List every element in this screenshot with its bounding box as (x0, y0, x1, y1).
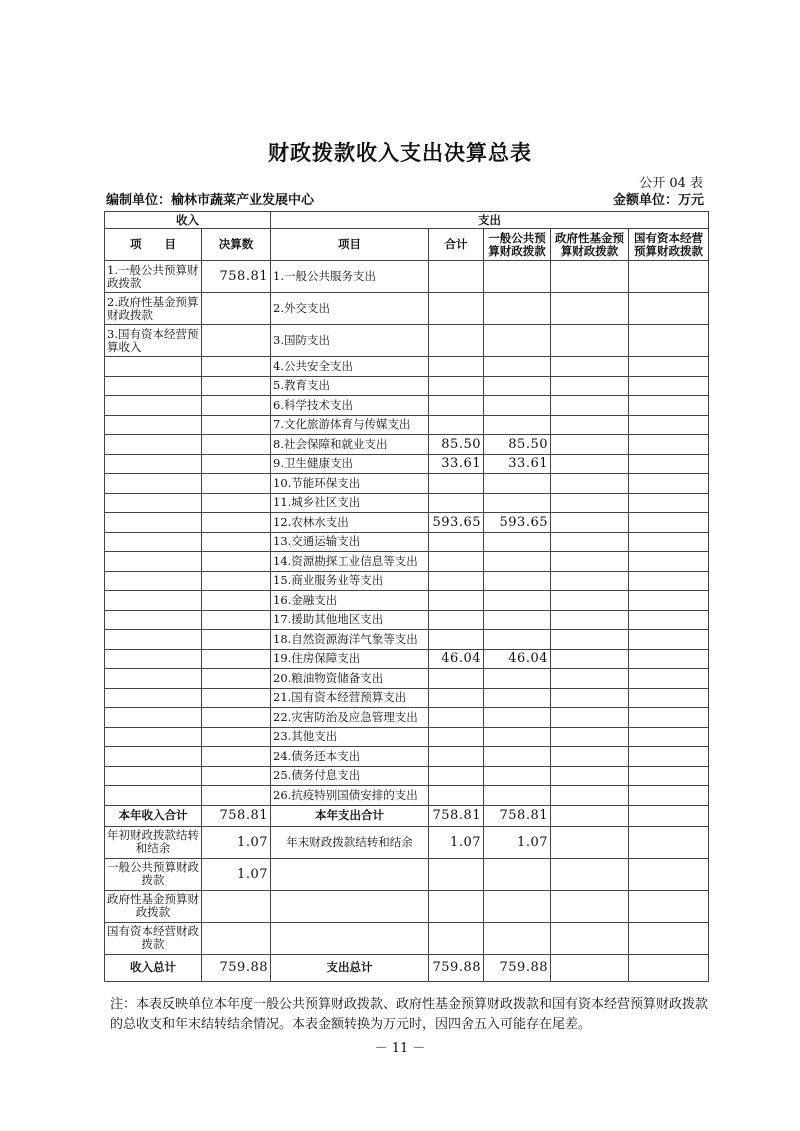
amount-unit: 金额单位：万元 (612, 193, 704, 208)
expense-general-cell (484, 396, 551, 416)
income-amount-cell (202, 376, 271, 396)
end-balance-total: 1.07 (429, 826, 484, 858)
expense-total-cell (429, 786, 484, 806)
income-item-cell (105, 396, 202, 416)
expense-total-cell (429, 357, 484, 377)
expense-total-cell (429, 376, 484, 396)
expense-state-cell (629, 649, 709, 669)
expense-fund-cell (551, 474, 629, 494)
expense-general-cell (484, 630, 551, 650)
income-total-value: 759.88 (202, 954, 271, 981)
expense-total-cell (429, 474, 484, 494)
empty-cell (551, 805, 629, 826)
expense-item-cell: 25.债务付息支出 (271, 766, 429, 786)
table-row (105, 261, 709, 293)
table-row (105, 649, 709, 669)
table-row (105, 669, 709, 689)
form-number: 公开 04 表 (639, 176, 703, 191)
income-amount-cell (202, 786, 271, 806)
expense-state-cell (629, 261, 709, 293)
empty-cell (551, 922, 629, 954)
table-row (105, 454, 709, 474)
expense-fund-cell (551, 435, 629, 455)
expense-state-cell (629, 532, 709, 552)
expense-item-cell: 10.节能环保支出 (271, 474, 429, 494)
table-row (105, 325, 709, 357)
income-item-cell (105, 357, 202, 377)
expense-item-cell: 4.公共安全支出 (271, 357, 429, 377)
header-income: 收入 (105, 212, 271, 229)
footnote: 注：本表反映单位本年度一般公共预算财政拨款、政府性基金预算财政拨款和国有资本经营预算财政拨款的总收支和年末结转结余情况。本表金额转换为万元时，因四舍五入可能存在尾差。 (110, 997, 709, 1032)
header-income-amount: 决算数 (202, 229, 271, 261)
expense-item-cell: 6.科学技术支出 (271, 396, 429, 416)
income-amount-cell (202, 571, 271, 591)
expense-state-cell (629, 766, 709, 786)
expense-item-cell: 3.国防支出 (271, 325, 429, 357)
expense-total-cell (429, 396, 484, 416)
expense-fund-cell (551, 513, 629, 533)
expense-general-cell (484, 357, 551, 377)
expense-item-cell: 14.资源勘探工业信息等支出 (271, 552, 429, 572)
income-amount-cell (202, 669, 271, 689)
empty-cell (484, 858, 551, 890)
income-item-cell (105, 571, 202, 591)
expense-fund-cell (551, 610, 629, 630)
income-amount-cell (202, 435, 271, 455)
expense-total-cell (429, 261, 484, 293)
income-item-cell (105, 435, 202, 455)
expense-general-cell (484, 552, 551, 572)
table-row (105, 357, 709, 377)
income-amount-cell (202, 610, 271, 630)
expense-general-cell: 593.65 (484, 513, 551, 533)
expense-state-cell (629, 669, 709, 689)
empty-cell (271, 858, 429, 890)
header-income-item: 项 目 (105, 229, 202, 261)
expense-fund-cell (551, 786, 629, 806)
empty-cell (629, 922, 709, 954)
expense-total-cell (429, 610, 484, 630)
expense-fund-cell (551, 571, 629, 591)
expense-fund-cell (551, 415, 629, 435)
empty-cell (551, 826, 629, 858)
empty-cell (551, 890, 629, 922)
empty-cell (271, 890, 429, 922)
income-item-cell (105, 708, 202, 728)
expense-fund-cell (551, 261, 629, 293)
sub-state-label: 国有资本经营财政拨款 (105, 922, 202, 954)
expense-state-cell (629, 747, 709, 767)
expense-state-cell (629, 493, 709, 513)
expense-total-total: 759.88 (429, 954, 484, 981)
income-amount-cell (202, 591, 271, 611)
income-item-cell: 1.一般公共预算财政拨款 (105, 261, 202, 293)
expense-general-cell (484, 669, 551, 689)
expense-fund-cell (551, 325, 629, 357)
expense-total-cell (429, 747, 484, 767)
expense-item-cell: 9.卫生健康支出 (271, 454, 429, 474)
table-row (105, 747, 709, 767)
expense-state-cell (629, 454, 709, 474)
expense-general-cell (484, 415, 551, 435)
expense-general-cell: 46.04 (484, 649, 551, 669)
expense-general-cell (484, 493, 551, 513)
income-amount-cell (202, 325, 271, 357)
empty-cell (629, 805, 709, 826)
expense-item-cell: 1.一般公共服务支出 (271, 261, 429, 293)
expense-general-cell (484, 293, 551, 325)
expense-fund-cell (551, 766, 629, 786)
expense-total-cell (429, 669, 484, 689)
income-item-cell (105, 630, 202, 650)
table-row (105, 688, 709, 708)
expense-state-cell (629, 571, 709, 591)
expense-item-cell: 11.城乡社区支出 (271, 493, 429, 513)
empty-cell (629, 826, 709, 858)
expense-fund-cell (551, 552, 629, 572)
expense-year-total: 758.81 (429, 805, 484, 826)
expense-item-cell: 13.交通运输支出 (271, 532, 429, 552)
expense-item-cell: 17.援助其他地区支出 (271, 610, 429, 630)
begin-balance-value: 1.07 (202, 826, 271, 858)
expense-general-cell (484, 747, 551, 767)
expense-total-label: 支出总计 (271, 954, 429, 981)
expense-fund-cell (551, 708, 629, 728)
expense-total-cell (429, 708, 484, 728)
expense-total-cell (429, 552, 484, 572)
expense-state-cell (629, 293, 709, 325)
expense-general-cell (484, 610, 551, 630)
income-year-value: 758.81 (202, 805, 271, 826)
income-item-cell (105, 493, 202, 513)
expense-total-cell (429, 766, 484, 786)
income-item-cell (105, 591, 202, 611)
expense-total-cell: 46.04 (429, 649, 484, 669)
empty-cell (484, 890, 551, 922)
table-row (105, 532, 709, 552)
expense-state-cell (629, 376, 709, 396)
expense-state-cell (629, 630, 709, 650)
income-amount-cell (202, 688, 271, 708)
table-row (105, 396, 709, 416)
expense-fund-cell (551, 727, 629, 747)
header-general: 一般公共预算财政拨款 (484, 229, 551, 261)
expense-fund-cell (551, 357, 629, 377)
expense-fund-cell (551, 669, 629, 689)
expense-item-cell: 20.粮油物资储备支出 (271, 669, 429, 689)
table-row (105, 727, 709, 747)
expense-total-cell (429, 591, 484, 611)
income-item-cell (105, 747, 202, 767)
table-row (105, 766, 709, 786)
table-row (105, 493, 709, 513)
expense-general-cell (484, 532, 551, 552)
expense-state-cell (629, 688, 709, 708)
summary-row-sub-general (105, 858, 709, 890)
summary-row-sub-fund (105, 890, 709, 922)
table-row (105, 376, 709, 396)
expense-item-cell: 19.住房保障支出 (271, 649, 429, 669)
expense-item-cell: 8.社会保障和就业支出 (271, 435, 429, 455)
income-item-cell: 3.国有资本经营预算收入 (105, 325, 202, 357)
empty-cell (429, 890, 484, 922)
income-item-cell (105, 669, 202, 689)
expense-fund-cell (551, 591, 629, 611)
compiling-unit: 编制单位：榆林市蔬菜产业发展中心 (106, 193, 315, 208)
expense-general-cell (484, 474, 551, 494)
expense-state-cell (629, 474, 709, 494)
expense-state-cell (629, 415, 709, 435)
header-total: 合计 (429, 229, 484, 261)
expense-item-cell: 16.金融支出 (271, 591, 429, 611)
header-expense: 支出 (271, 212, 709, 229)
income-amount-cell (202, 727, 271, 747)
sub-state-value (202, 922, 271, 954)
table-row (105, 591, 709, 611)
income-item-cell: 2.政府性基金预算财政拨款 (105, 293, 202, 325)
expense-fund-cell (551, 396, 629, 416)
expense-general-cell: 85.50 (484, 435, 551, 455)
header-expense-item: 项目 (271, 229, 429, 261)
income-amount-cell (202, 357, 271, 377)
table-row (105, 293, 709, 325)
expense-item-cell: 15.商业服务业等支出 (271, 571, 429, 591)
header-state: 国有资本经营预算财政拨款 (629, 229, 709, 261)
expense-total-cell (429, 293, 484, 325)
expense-item-cell: 18.自然资源海洋气象等支出 (271, 630, 429, 650)
empty-cell (551, 954, 629, 981)
expense-fund-cell (551, 493, 629, 513)
table-row (105, 435, 709, 455)
income-item-cell (105, 376, 202, 396)
expense-total-cell (429, 571, 484, 591)
expense-year-general: 758.81 (484, 805, 551, 826)
expense-general-cell (484, 766, 551, 786)
table-row (105, 513, 709, 533)
expense-item-cell: 23.其他支出 (271, 727, 429, 747)
expense-total-cell (429, 532, 484, 552)
income-item-cell (105, 415, 202, 435)
expense-year-label: 本年支出合计 (271, 805, 429, 826)
income-amount-cell (202, 630, 271, 650)
expense-general-cell (484, 708, 551, 728)
expense-fund-cell (551, 293, 629, 325)
expense-state-cell (629, 786, 709, 806)
income-amount-cell (202, 454, 271, 474)
expense-item-cell: 12.农林水支出 (271, 513, 429, 533)
expense-state-cell (629, 513, 709, 533)
expense-general-cell (484, 591, 551, 611)
expense-fund-cell (551, 688, 629, 708)
income-amount-cell (202, 396, 271, 416)
expense-item-cell: 2.外交支出 (271, 293, 429, 325)
income-item-cell (105, 727, 202, 747)
expense-general-cell: 33.61 (484, 454, 551, 474)
expense-total-cell (429, 493, 484, 513)
income-item-cell (105, 454, 202, 474)
empty-cell (271, 922, 429, 954)
expense-total-cell: 33.61 (429, 454, 484, 474)
income-amount-cell (202, 649, 271, 669)
expense-general-cell (484, 688, 551, 708)
budget-table (104, 211, 709, 982)
expense-item-cell: 21.国有资本经营预算支出 (271, 688, 429, 708)
expense-total-cell: 85.50 (429, 435, 484, 455)
expense-state-cell (629, 591, 709, 611)
table-row (105, 474, 709, 494)
income-item-cell (105, 610, 202, 630)
expense-fund-cell (551, 532, 629, 552)
expense-state-cell (629, 552, 709, 572)
income-amount-cell (202, 293, 271, 325)
empty-cell (629, 954, 709, 981)
income-amount-cell (202, 493, 271, 513)
expense-total-cell (429, 630, 484, 650)
empty-cell (484, 922, 551, 954)
expense-total-general: 759.88 (484, 954, 551, 981)
page-number: － 11 － (374, 1041, 426, 1056)
income-item-cell (105, 513, 202, 533)
expense-total-cell (429, 415, 484, 435)
sub-fund-value (202, 890, 271, 922)
header-row-sub (105, 229, 709, 261)
expense-state-cell (629, 325, 709, 357)
expense-general-cell (484, 786, 551, 806)
expense-fund-cell (551, 630, 629, 650)
expense-general-cell (484, 261, 551, 293)
income-amount-cell (202, 513, 271, 533)
income-amount-cell (202, 532, 271, 552)
expense-item-cell: 22.灾害防治及应急管理支出 (271, 708, 429, 728)
header-row-top (105, 212, 709, 229)
income-amount-cell (202, 415, 271, 435)
summary-row-year (105, 805, 709, 826)
expense-state-cell (629, 708, 709, 728)
expense-state-cell (629, 396, 709, 416)
sub-general-value: 1.07 (202, 858, 271, 890)
income-amount-cell (202, 708, 271, 728)
expense-general-cell (484, 376, 551, 396)
expense-general-cell (484, 325, 551, 357)
table-row (105, 610, 709, 630)
begin-balance-label: 年初财政拨款结转和结余 (105, 826, 202, 858)
sub-general-label: 一般公共预算财政拨款 (105, 858, 202, 890)
expense-general-cell (484, 727, 551, 747)
table-row (105, 571, 709, 591)
empty-cell (551, 858, 629, 890)
table-row (105, 552, 709, 572)
expense-total-cell (429, 688, 484, 708)
expense-state-cell (629, 610, 709, 630)
income-item-cell (105, 786, 202, 806)
table-row (105, 415, 709, 435)
expense-total-cell (429, 325, 484, 357)
income-amount-cell (202, 552, 271, 572)
empty-cell (629, 890, 709, 922)
income-item-cell (105, 688, 202, 708)
expense-fund-cell (551, 454, 629, 474)
page-title: 财政拨款收入支出决算总表 (268, 140, 532, 165)
table-row (105, 630, 709, 650)
end-balance-general: 1.07 (484, 826, 551, 858)
header-fund: 政府性基金预算财政拨款 (551, 229, 629, 261)
table-row (105, 786, 709, 806)
expense-item-cell: 5.教育支出 (271, 376, 429, 396)
income-amount-cell (202, 474, 271, 494)
income-item-cell (105, 474, 202, 494)
expense-fund-cell (551, 747, 629, 767)
income-amount-cell: 758.81 (202, 261, 271, 293)
expense-state-cell (629, 727, 709, 747)
expense-item-cell: 24.债务还本支出 (271, 747, 429, 767)
expense-item-cell: 7.文化旅游体育与传媒支出 (271, 415, 429, 435)
income-item-cell (105, 552, 202, 572)
income-amount-cell (202, 766, 271, 786)
summary-row-carryover (105, 826, 709, 858)
expense-state-cell (629, 357, 709, 377)
income-item-cell (105, 532, 202, 552)
meta-row (106, 189, 704, 207)
end-balance-label: 年末财政拨款结转和结余 (271, 826, 429, 858)
summary-row-total (105, 954, 709, 981)
summary-row-sub-state (105, 922, 709, 954)
table-row (105, 708, 709, 728)
income-item-cell (105, 649, 202, 669)
empty-cell (629, 858, 709, 890)
income-amount-cell (202, 747, 271, 767)
income-item-cell (105, 766, 202, 786)
expense-fund-cell (551, 376, 629, 396)
expense-total-cell: 593.65 (429, 513, 484, 533)
income-total-label: 收入总计 (105, 954, 202, 981)
expense-state-cell (629, 435, 709, 455)
empty-cell (429, 858, 484, 890)
sub-fund-label: 政府性基金预算财政拨款 (105, 890, 202, 922)
expense-general-cell (484, 571, 551, 591)
expense-total-cell (429, 727, 484, 747)
expense-item-cell: 26.抗疫特别国债安排的支出 (271, 786, 429, 806)
expense-fund-cell (551, 649, 629, 669)
income-year-label: 本年收入合计 (105, 805, 202, 826)
empty-cell (429, 922, 484, 954)
